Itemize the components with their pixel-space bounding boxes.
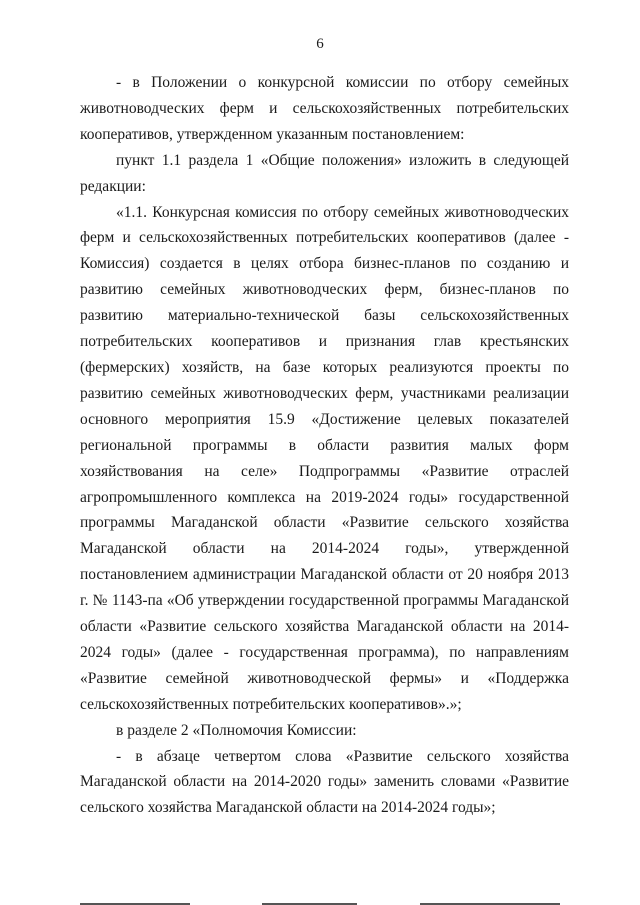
document-body <box>80 70 569 821</box>
paragraph-section-2: в разделе 2 «Полномочия Комиссии: <box>116 721 357 739</box>
paragraph-clause-1-1: «1.1. Конкурсная комиссия по отбору семейных животноводческих ферм и сельскохозяйственных потребительских кооперативов (далее - Комиссия) создается в целях отбора бизнес-планов по созданию и развитию семейных животноводческих ферм, бизнес-планов по развитию материально-технической базы сельскохозяйственных потребительских кооперативов и признания глав крестьянских (фермерских) хозяйств, на базе которых реализуются проекты по развитию семейных животноводческих ферм, участниками реализации основного мероприятия 15.9 «Достижение целевых показателей региональной программы в области развития малых форм хозяйствования на селе» Подпрограммы «Развитие отраслей агропромышленного комплекса на 2019-2024 годы» государственной программы Магаданской области «Развитие сельского хозяйства Магаданской области на 2014-2024 годы», утвержденной постановлением администрации Магаданской области от 20 ноября 2013 г. № 1143-па «Об утверждении государственной программы Магаданской области «Развитие сельского хозяйства Магаданской области на 2014-2024 годы» (далее - государственная программа), по направлениям «Развитие семейной животноводческой фермы» и «Поддержка сельскохозяйственных потребительских кооперативов».»; <box>80 203 569 713</box>
page-number: 6 <box>316 36 324 52</box>
paragraph-regulation-intro: - в Положении о конкурсной комиссии по отбору семейных животноводческих ферм и сельскохозяйственных потребительских кооперативов, утвержденном указанным постановлением: <box>80 74 569 143</box>
paragraph-clause-instruction: пункт 1.1 раздела 1 «Общие положения» изложить в следующей редакции: <box>80 151 569 195</box>
paragraph-fourth-abzac: - в абзаце четвертом слова «Развитие сельского хозяйства Магаданской области на 2014-2020 годы» заменить словами «Развитие сельского хозяйства Магаданской области на 2014-2024 годы»; <box>80 747 569 817</box>
